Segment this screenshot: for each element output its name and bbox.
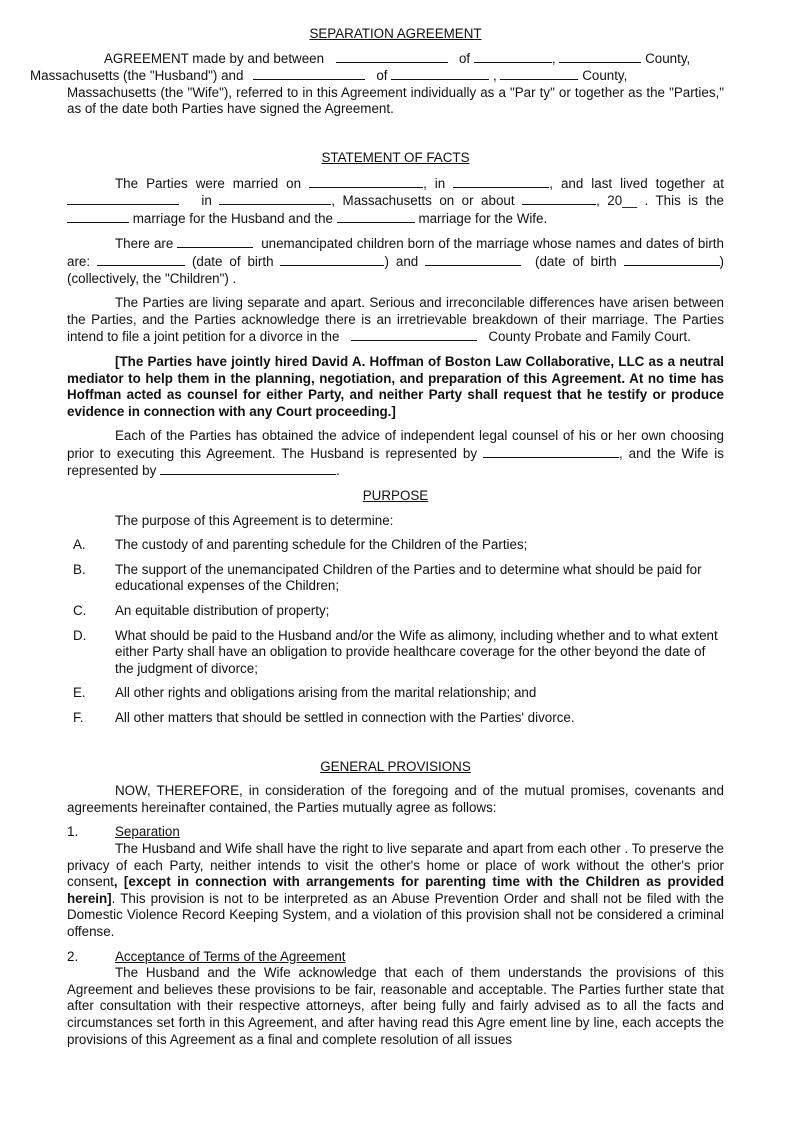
counsel-period: . [336,463,340,479]
purpose-item-text: The support of the unemancipated Children of the Parties and to determine what should be paid for educational expenses of the Children; [115,561,702,594]
purpose-item-letter: D. [73,627,87,643]
blank-husband-county[interactable] [559,50,641,63]
purpose-item-text: All other matters that should be settled in connection with the Parties' divorce. [115,710,575,725]
section-2-header [67,949,724,966]
child-2-dob-label: (date of birth [535,253,617,269]
counsel-text-1: Each of the Parties has obtained the advice of independent legal counsel of his or her own choosing prior to executing this Agreement. The Husband is represented by [67,428,724,461]
marriage-text-2: , and last lived together at [549,175,724,191]
blank-wife-marriage-number[interactable] [337,210,415,223]
purpose-item [67,537,724,554]
marriage-in-2: in [201,193,212,209]
facts-separation-paragraph [67,295,724,346]
children-text-end: ) (collectively, the "Children") . [67,253,725,286]
purpose-item-text: An equitable distribution of property; [115,603,330,619]
blank-last-town[interactable] [219,192,331,205]
section-1-text-bold: , [except in connection with arrangements for parenting time with the Children as provided herein] [67,874,724,906]
children-text-2: unemancipated children born of the marriage whose names and dates of birth are: [67,236,724,269]
intro-county-2: County, [582,68,628,84]
blank-child-2-name[interactable] [425,253,521,266]
intro-comma-2: , [493,68,497,84]
marriage-text-4: marriage for the Husband and the [132,210,333,226]
separation-text: The Parties are living separate and apart. Serious and irreconcilable differences have arisen between the Parties, and the Parties acknowledge there is an irretrievable breakdown of their marriage. The Parties intend to file a joint petition for a divorce in the [67,295,724,345]
section-1-title: Separation [115,824,180,840]
facts-marriage-paragraph [67,175,724,228]
document-title: SEPARATION AGREEMENT [309,26,482,41]
marriage-text-3: , Massachusetts on or about [331,193,515,209]
purpose-item-letter: E. [73,685,86,701]
purpose-item [67,710,724,727]
purpose-item-text: What should be paid to the Husband and/or the Wife as alimony, including whether and to what extent either Party shall have an obligation to provide healthcare coverage for the other beyond the date of the judgment of divorce; [115,627,718,676]
section-2-text: The Husband and the Wife acknowledge that each of them understands the provisions of this Agreement and believes these provisions to be fair, reasonable and acceptable. The Parties further state that after consultation with their respective attorneys, after being fully and fairly advised as to all the facts and circumstances set forth in this Agreement, and after having read this Agre ement line by line, each accepts the provisions of this Agreement as a final and complete resolution of all issues [67,965,724,1047]
blank-probate-county[interactable] [351,328,477,341]
blank-wife-name[interactable] [253,67,365,80]
intro-comma: , [551,50,556,66]
section-1-text-b: . This provision is not to be interpreted as an Abuse Prevention Order and shall not be filed with the Domestic Violence Record Keeping System, and a violation of this provision shall not be considered a criminal offense. [67,890,724,939]
purpose-item-letter: B. [73,561,86,577]
blank-child-2-dob[interactable] [624,253,720,266]
counsel-text-2: , and the Wife is represented by [67,445,724,479]
section-1-number: 1. [67,824,79,840]
blank-wife-town[interactable] [391,67,489,80]
blank-marriage-date[interactable] [309,175,423,188]
purpose-item-letter: A. [73,537,86,553]
marriage-year: , 20__ . This is the [596,193,724,209]
blank-separation-date[interactable] [522,192,596,205]
intro-paragraph [30,50,724,85]
section-1-header [67,824,724,841]
purpose-item [67,685,724,702]
purpose-list [67,537,724,726]
blank-husband-marriage-number[interactable] [67,210,129,223]
blank-wife-counsel[interactable] [160,462,336,475]
section-1-text-a: The Husband and Wife shall have the right to live separate and apart from each other . To preserve the privacy of each Party, neither intends to visit the other's home or place of work without the other's prior consent [67,840,724,890]
marriage-text-1: The Parties were married on [115,175,302,191]
intro-text-1: AGREEMENT made by and between [104,50,325,66]
purpose-item [67,562,724,595]
facts-children-paragraph [67,235,724,287]
marriage-in: , in [423,175,446,191]
blank-children-count[interactable] [177,235,253,248]
marriage-text-5: marriage for the Wife. [418,210,548,226]
children-text-1: There are [115,236,174,252]
intro-of: of [458,50,471,66]
blank-child-1-name[interactable] [97,253,185,266]
general-heading: GENERAL PROVISIONS [320,758,471,774]
mediator-paragraph: [The Parties have jointly hired David A. Hoffman of Boston Law Collaborative, LLC as a neutral mediator to help them in the planning, negotiation, and preparation of this Agreement. At no time has Hoffman acted as counsel for either Party, and neither Party shall request that he testify or produce evidence in connection with any Court proceeding.] [67,353,724,419]
blank-husband-counsel[interactable] [483,445,619,458]
blank-child-1-dob[interactable] [280,253,384,266]
document-page [30,26,725,1048]
purpose-item [67,628,724,678]
counsel-paragraph [67,428,724,480]
facts-heading: STATEMENT OF FACTS [321,149,470,165]
purpose-heading: PURPOSE [362,488,429,504]
section-2-number: 2. [67,948,79,964]
child-1-dob-label: (date of birth [191,253,274,269]
purpose-item [67,603,724,620]
purpose-item-text: The custody of and parenting schedule for the Children of the Parties; [115,537,528,553]
purpose-item-letter: C. [73,603,87,619]
section-2-title: Acceptance of Terms of the Agreement [115,948,346,964]
intro-county: County, [645,50,691,66]
blank-last-address[interactable] [67,192,179,205]
separation-text-end: County Probate and Family Court. [488,329,691,345]
purpose-item-letter: F. [73,710,84,725]
child-and: ) and [384,253,419,269]
purpose-item-text: All other rights and obligations arising from the marital relationship; and [115,685,537,701]
blank-wife-county[interactable] [500,67,578,80]
general-intro: NOW, THEREFORE, in consideration of the foregoing and of the mutual promises, covenants and agreements hereinafter contained, the Parties mutually agree as follows: [67,783,724,815]
blank-husband-town[interactable] [474,50,552,63]
blank-marriage-place[interactable] [453,175,549,188]
section-1-text [67,841,724,941]
purpose-intro: The purpose of this Agreement is to determine: [115,512,394,528]
intro-of-2: of [376,68,388,84]
intro-paragraph-end: Massachusetts (the "Wife"), referred to in this Agreement individually as a "Par ty" or together as the "Parties," as of the date both Parties have signed the Agreement. [67,84,724,117]
blank-husband-name[interactable] [336,50,448,63]
intro-text-2: Massachusetts (the "Husband") and [30,68,244,84]
